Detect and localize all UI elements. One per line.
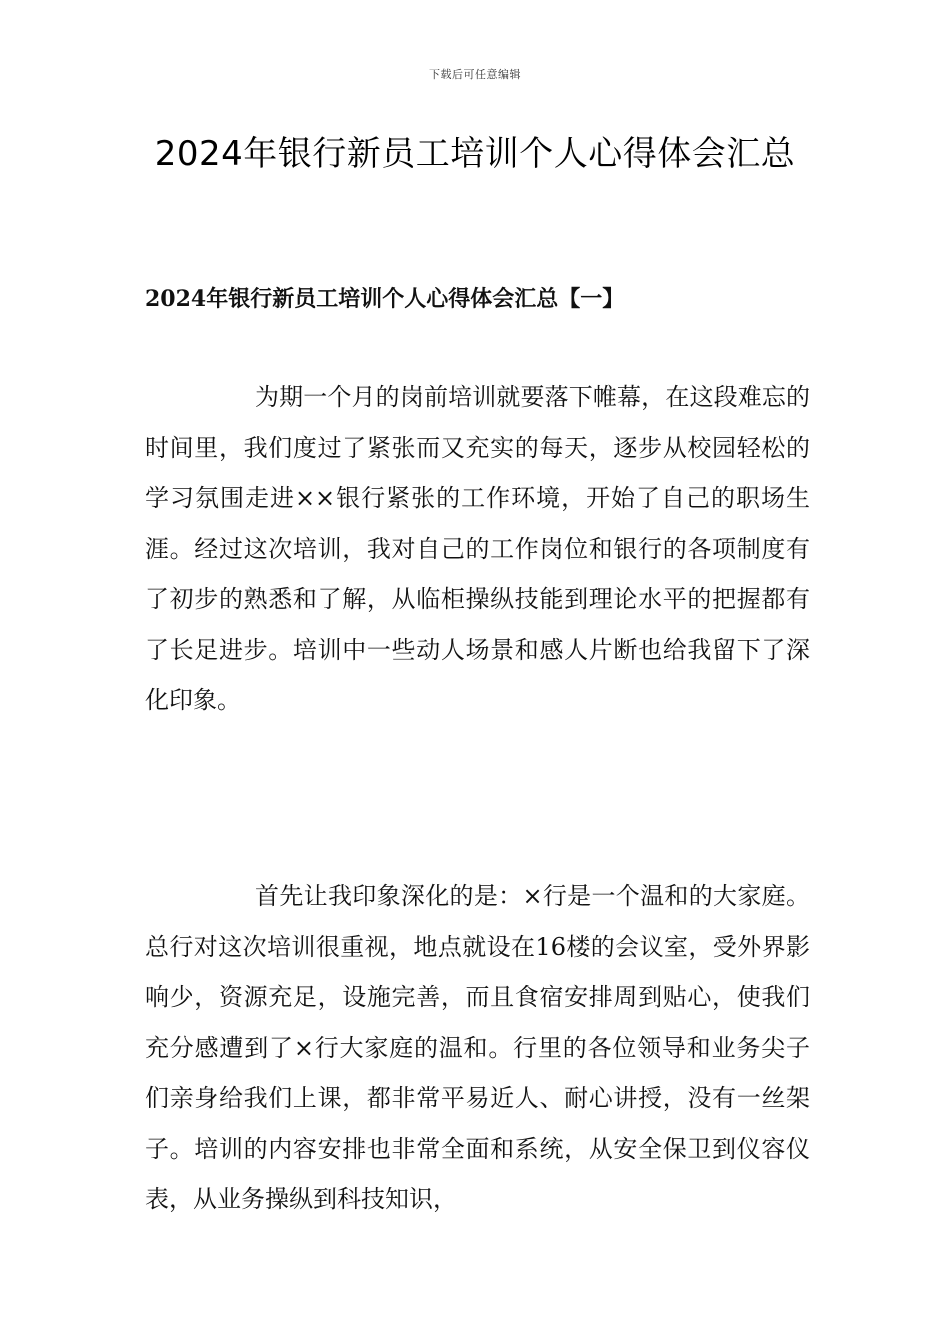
body-paragraph-1: 为期一个月的岗前培训就要落下帷幕，在这段难忘的时间里，我们度过了紧张而又充实的每天，逐步从校园轻松的学习氛围走进××银行紧张的工作环境，开始了自己的职场生涯。经过这次培训，我对自己的工作岗位和银行的各项制度有了初步的熟悉和了解，从临柜操纵技能到理论水平的把握都有了长足进步。培训中一些动人场景和感人片断也给我留下了深化印象。 — [145, 383, 810, 714]
header-note: 下载后可任意编辑 — [429, 68, 521, 81]
body-paragraph-2: 首先让我印象深化的是：×行是一个温和的大家庭。总行对这次培训很重视，地点就设在16楼的会议室，受外界影响少，资源充足，设施完善，而且食宿安排周到贴心，使我们充分感遭到了×行大家庭的温和。行里的各位领导和业务尖子们亲身给我们上课，都非常平易近人、耐心讲授，没有一丝架子。培训的内容安排也非常全面和系统，从安全保卫到仪容仪表，从业务操纵到科技知识， — [145, 882, 810, 1213]
section-heading: 2024年银行新员工培训个人心得体会汇总【一】 — [145, 286, 625, 312]
document-title: 2024年银行新员工培训个人心得体会汇总 — [154, 134, 796, 174]
